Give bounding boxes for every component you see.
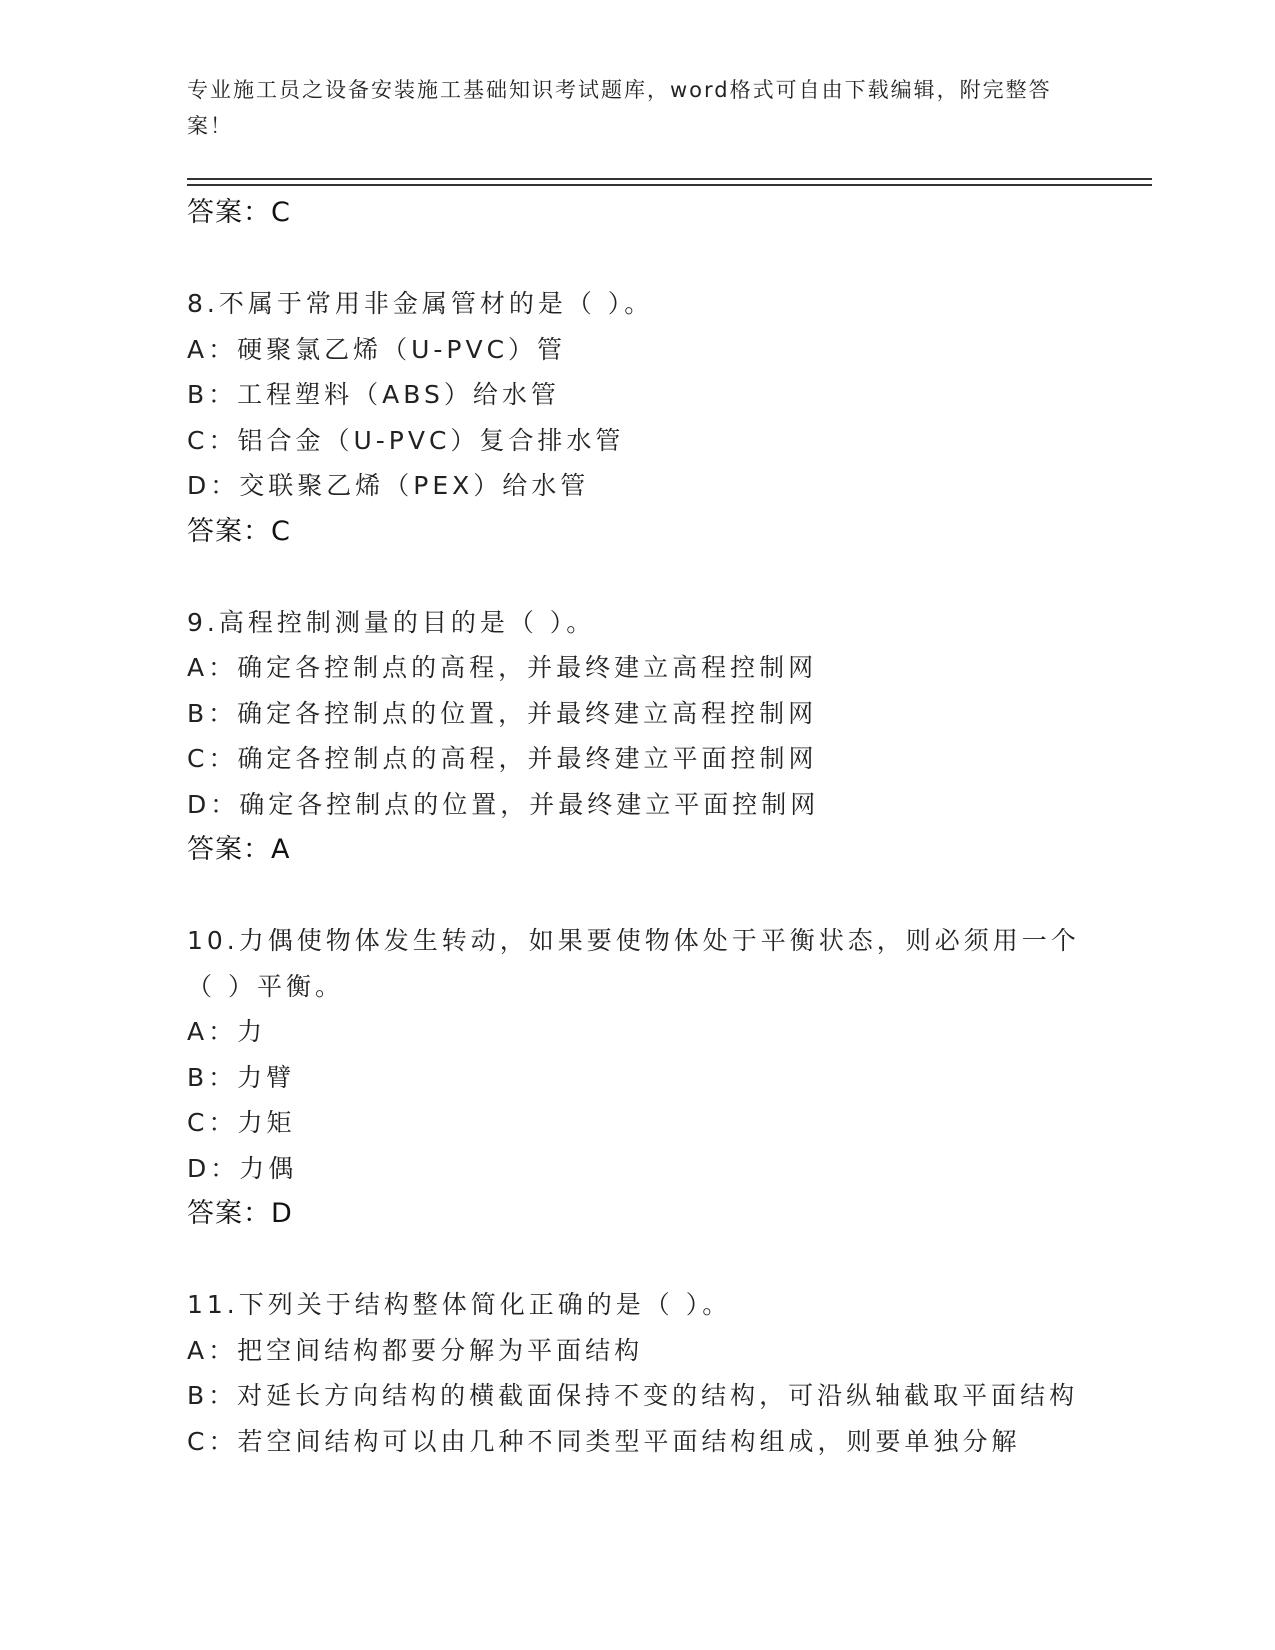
option-d: D：力偶 [187,1153,298,1183]
answer-line: 答案：C [187,515,291,547]
question-9 [187,600,1147,873]
answer-line: 答案：C [187,197,291,228]
option-b: B：确定各控制点的位置，并最终建立高程控制网 [187,698,818,728]
option-b: B：对延长方向结构的横截面保持不变的结构，可沿纵轴截取平面结构 [187,1381,1079,1410]
question-content [187,190,1147,1464]
question-title: 8.不属于常用非金属管材的是（ ）。 [187,289,654,318]
header-divider-top [187,178,1152,180]
spacer [187,873,1147,919]
option-b: B：工程塑料（ABS）给水管 [187,380,560,409]
option-a: A：硬聚氯乙烯（U-PVC）管 [187,334,567,364]
header-divider-bottom [187,184,1152,186]
option-a: A：力 [187,1017,267,1046]
question-11 [187,1282,1147,1464]
question-10 [187,918,1147,1237]
question-title: 11.下列关于结构整体简化正确的是（ ）。 [187,1290,732,1319]
option-a: A：确定各控制点的高程，并最终建立高程控制网 [187,653,818,682]
answer-line: 答案：D [187,1198,293,1229]
document-header: 专业施工员之设备安装施工基础知识考试题库，word格式可自由下载编辑，附完整答案！ [187,78,1052,138]
option-d: D：交联聚乙烯（PEX）给水管 [187,471,590,500]
spacer [187,236,1147,282]
option-c: C：确定各控制点的高程，并最终建立平面控制网 [187,744,818,773]
question-8 [187,281,1147,554]
option-c: C：铝合金（U-PVC）复合排水管 [187,425,625,455]
option-b: B：力臂 [187,1062,296,1092]
spacer [187,1237,1147,1283]
answer-line: 答案：A [187,834,291,865]
option-d: D：确定各控制点的位置，并最终建立平面控制网 [187,789,820,819]
option-c: C：力矩 [187,1108,296,1137]
question-title: 10.力偶使物体发生转动，如果要使物体处于平衡状态，则必须用一个（ ）平衡。 [187,926,1080,1001]
option-a: A：把空间结构都要分解为平面结构 [187,1335,644,1365]
option-c: C：若空间结构可以由几种不同类型平面结构组成，则要单独分解 [187,1426,1021,1456]
spacer [187,554,1147,600]
question-title: 9.高程控制测量的目的是（ ）。 [187,607,596,637]
